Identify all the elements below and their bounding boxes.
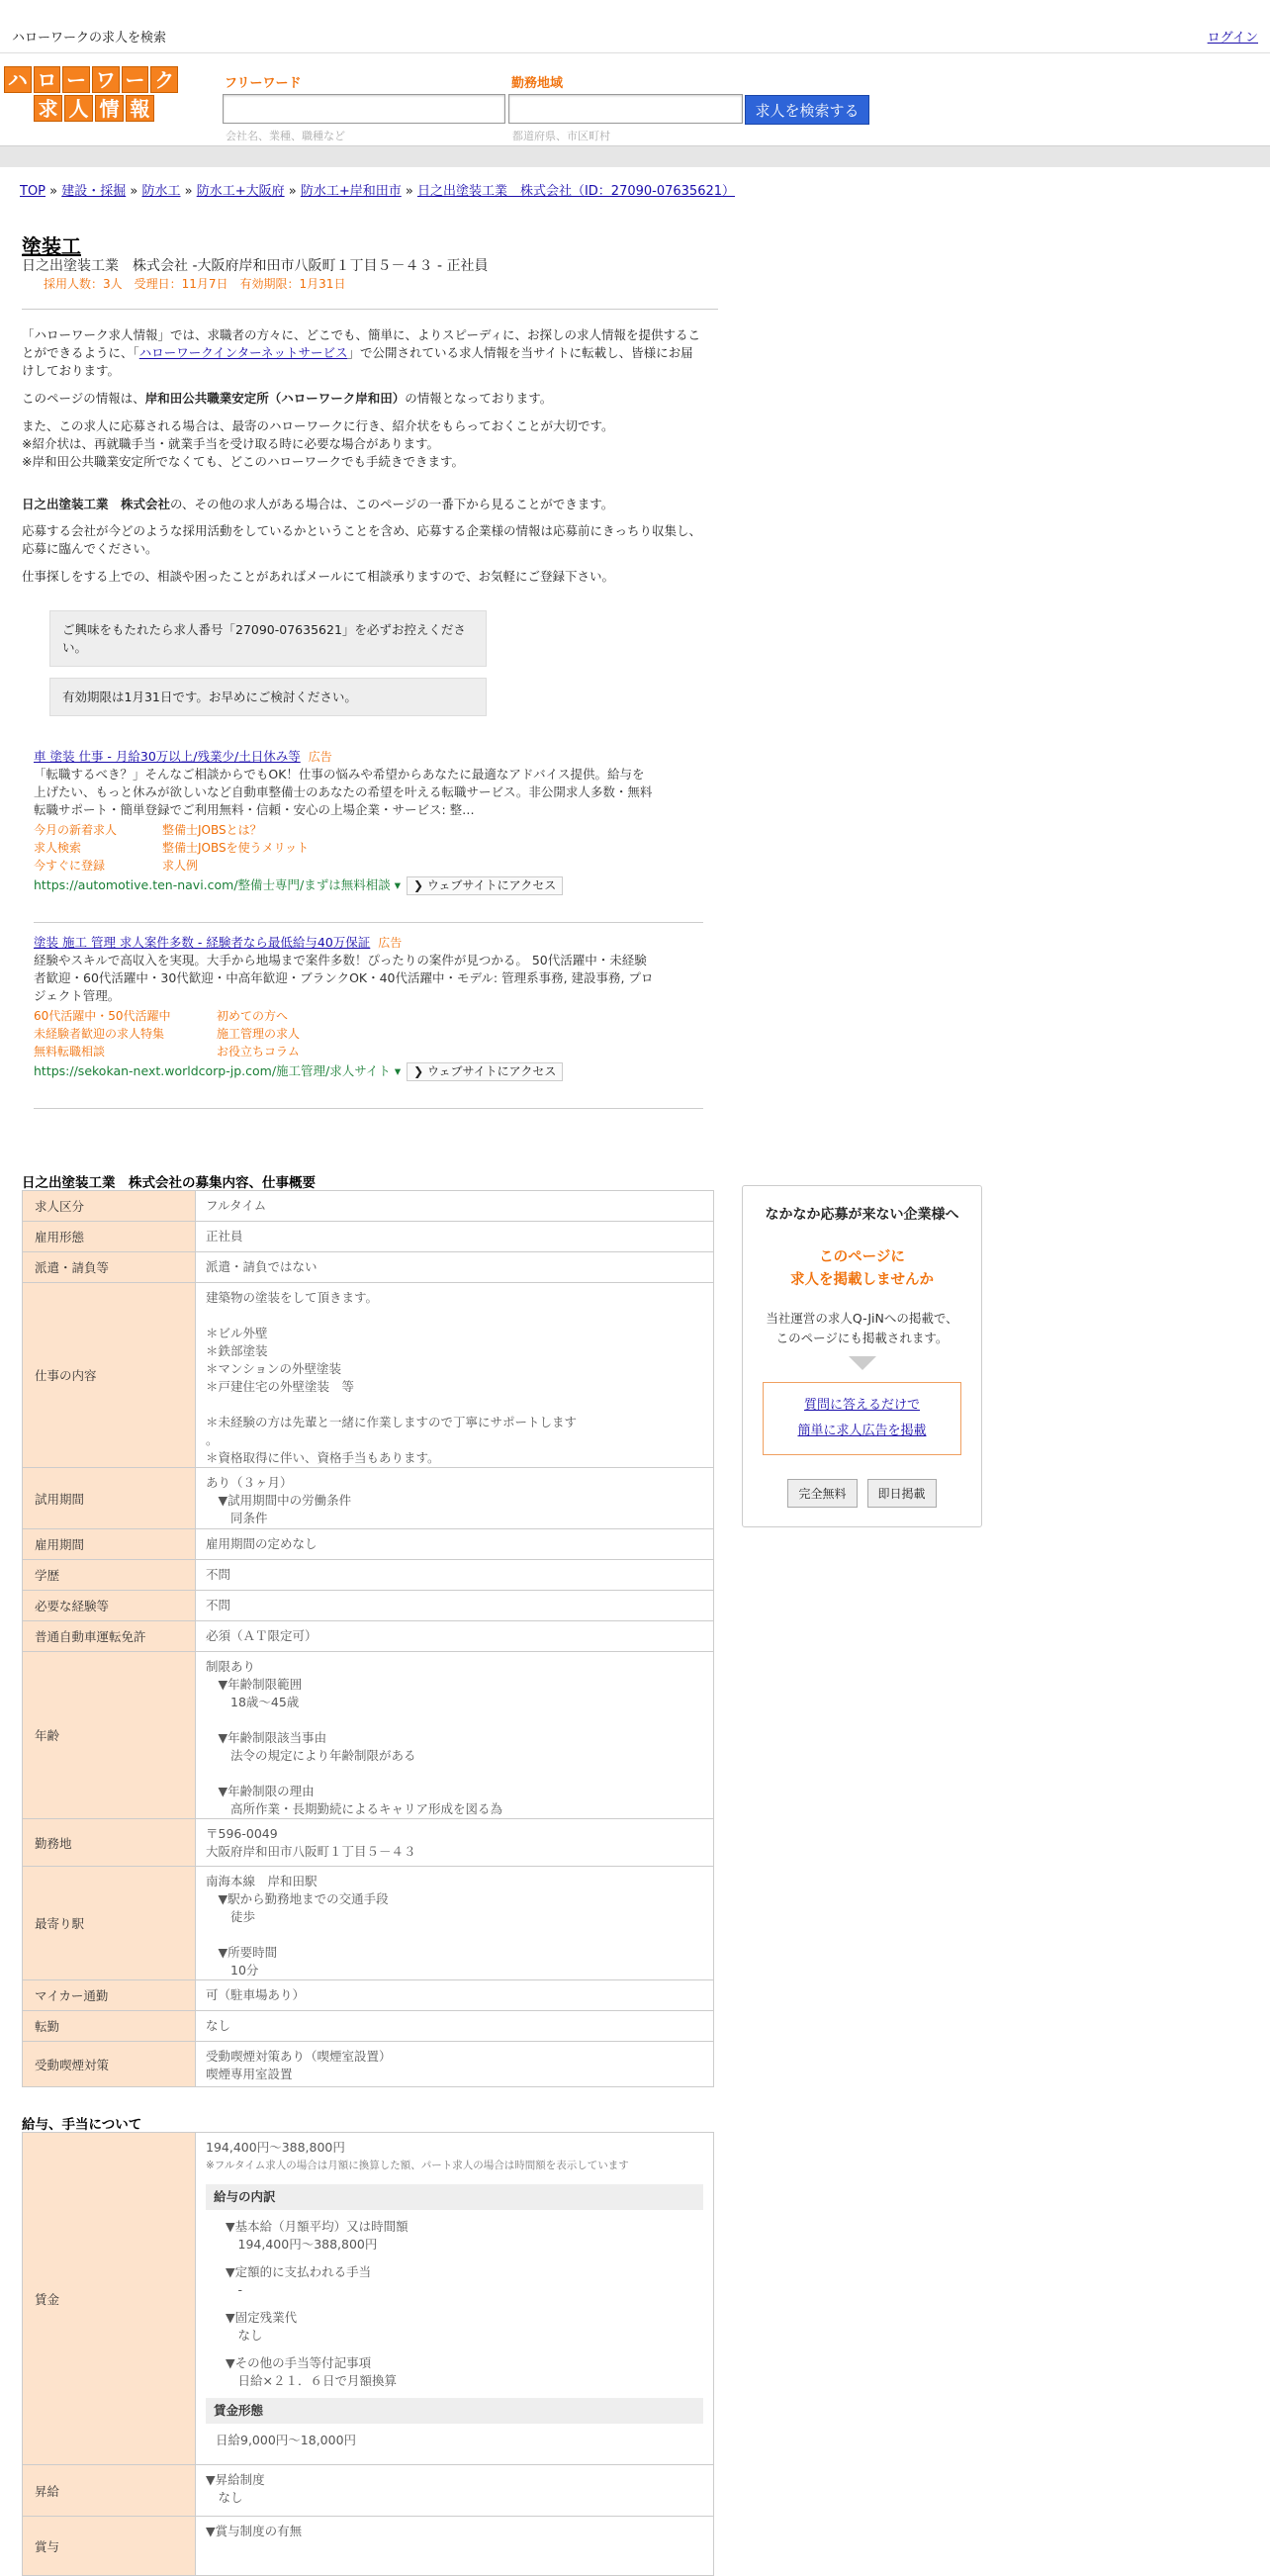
login-link[interactable]: ログイン xyxy=(1207,31,1258,46)
value-line: ▼昇給制度 xyxy=(206,2472,265,2487)
logo-char: 情 xyxy=(95,95,124,122)
same-day-button[interactable]: 即日掲載 xyxy=(867,1479,937,1508)
value-line: 雇用期間の定めなし xyxy=(206,1536,318,1551)
other-jobs-note: 日之出塗装工業 株式会社の、その他の求人がある場合は、このページの一番下から見ることができます。 xyxy=(22,497,614,511)
area-hint: 都道府県、市区町村 xyxy=(512,130,610,142)
row-value xyxy=(196,2042,714,2087)
value-line: ▼基本給（月額平均）又は時間額 xyxy=(226,2219,408,2234)
ad-sitelink[interactable]: 施工管理の求人 xyxy=(217,1027,301,1041)
value-line: 大阪府岸和田市八阪町１丁目５－４３ xyxy=(206,1844,416,1859)
value-line: なし xyxy=(206,2018,231,2033)
row-value xyxy=(196,1222,714,1252)
table-row xyxy=(23,1652,714,1819)
visit-site-button[interactable]: ❯ ウェブサイトにアクセス xyxy=(407,876,563,895)
table-row xyxy=(23,1283,714,1468)
row-value xyxy=(196,1867,714,1980)
logo-char: ワ xyxy=(92,66,120,93)
row-key: 転勤 xyxy=(23,2011,196,2042)
site-tagline: ハローワークの求人を検索 xyxy=(12,31,167,46)
row-key: 学歴 xyxy=(23,1560,196,1591)
row-value xyxy=(196,1468,714,1529)
ad-tag: 広告 xyxy=(308,750,332,764)
value-line: ▼所要時間 xyxy=(206,1945,278,1960)
table-row xyxy=(23,1980,714,2011)
value-line: 。 xyxy=(206,1432,219,1447)
advertise-text-2: このページにも掲載されます。 xyxy=(775,1331,949,1345)
table-row xyxy=(23,1222,714,1252)
logo-char: ロ xyxy=(34,66,61,93)
value-line: 18歳〜45歳 xyxy=(206,1695,300,1709)
breadcrumb: TOP » 建設・採掘 » 防水工 » 防水工+大阪府 » 防水工+岸和田市 » 日之出塗装工業 株式会社（ID：27090-07635621） xyxy=(20,184,736,199)
ad-tag: 広告 xyxy=(378,936,403,950)
value-line: ▼その他の手当等付記事項 xyxy=(226,2355,372,2370)
job-number-note: ご興味をもたれたら求人番号「27090-07635621」を必ずお控えください。 xyxy=(49,610,487,667)
value-line: 必須（ＡＴ限定可） xyxy=(206,1628,318,1643)
row-key: マイカー通勤 xyxy=(23,1980,196,2011)
row-key: 普通自動車運転免許 xyxy=(23,1621,196,1652)
advertise-link-box xyxy=(763,1382,961,1455)
table-row xyxy=(23,1591,714,1621)
job-subtitle: 日之出塗装工業 株式会社 -大阪府岸和田市八阪町１丁目５－４３ - 正社員 xyxy=(22,258,489,274)
value-line: 不問 xyxy=(206,1567,231,1582)
section-heading: 日之出塗装工業 株式会社の募集内容、仕事概要 xyxy=(22,1175,316,1191)
table-row xyxy=(23,1191,714,1222)
top-bar xyxy=(0,0,1270,53)
advertise-text: 当社運営の求人Q-JiNへの掲載で、 xyxy=(766,1311,958,1326)
value-line xyxy=(226,2299,703,2309)
value-line: 受動喫煙対策あり（喫煙室設置） xyxy=(206,2049,392,2064)
value-line: ▼年齢制限の理由 xyxy=(206,1784,315,1798)
row-value xyxy=(196,1283,714,1468)
advertise-link[interactable]: 質問に答えるだけで xyxy=(803,1398,920,1413)
page-title: 塗装工 xyxy=(22,234,81,258)
row-key: 求人区分 xyxy=(23,1191,196,1222)
ad-sitelink[interactable]: 整備士JOBSを使うメリット xyxy=(162,841,310,855)
free-button[interactable]: 完全無料 xyxy=(787,1479,857,1508)
table-row xyxy=(23,2465,714,2517)
table-row xyxy=(23,1621,714,1652)
wage-form: 日給9,000円〜18,000円 xyxy=(216,2433,357,2447)
table-row xyxy=(23,2042,714,2087)
wage-breakdown xyxy=(206,2218,703,2390)
divider xyxy=(22,309,718,310)
advertise-box xyxy=(742,1185,982,1527)
row-key: 昇給 xyxy=(23,2465,196,2517)
logo-char: ー xyxy=(122,66,149,93)
table-row xyxy=(23,2133,714,2465)
row-value xyxy=(196,1252,714,1283)
ad-sitelink[interactable]: 初めての方へ xyxy=(217,1009,289,1023)
row-key: 年齢 xyxy=(23,1652,196,1819)
ad-sitelink[interactable]: 今月の新着求人 xyxy=(34,823,118,837)
logo-char: ー xyxy=(62,66,90,93)
table-row xyxy=(23,1819,714,1867)
value-line: ＊戸建住宅の外壁塗装 等 xyxy=(206,1379,355,1394)
divider xyxy=(34,1108,703,1109)
ad-sitelink[interactable]: 整備士JOBSとは？ xyxy=(162,823,262,837)
value-line: 可（駐車場あり） xyxy=(206,1987,306,2002)
value-line: ▼試用期間中の労働条件 xyxy=(206,1493,352,1508)
ad-sitelink[interactable]: 求人例 xyxy=(162,859,199,873)
apply-note: また、この求人に応募される場合は、最寄のハローワークに行き、紹介状をもらっておくことが大切です。 xyxy=(22,418,614,433)
value-line: 徒歩 xyxy=(206,1909,256,1924)
keyword-input[interactable] xyxy=(223,94,505,124)
section-heading: 給与、手当について xyxy=(22,2117,142,2133)
apply-note-3: ※岸和田公共職業安定所でなくても、どこのハローワークでも手続きできます。 xyxy=(22,454,464,469)
row-key: 雇用形態 xyxy=(23,1222,196,1252)
breadcrumb-company[interactable]: 日之出塗装工業 株式会社（ID：27090-07635621） xyxy=(416,184,736,199)
ad-block: 塗装 施工 管理 求人案件多数 - 経験者なら最低給与40万保証 広告 経験やスキルで高収入を実現。大手から地場まで案件多数！ぴったりの案件が見つかる。 50代活躍中・未経験者歓迎・60代活躍中・30代歓迎・中高年歓迎・ブランクOK・40代活躍中・モデル: 管理系事務, 建設事務, プロジェクト管理。 60代活躍中・50代活躍中 初めての方へ 未経験者歓迎の求人特集 施工管理の求人 無料転職相談 お役立ちコラム https://sekokan-next.worldcorp-jp.com/施工管理/求人サイト ▾ ❯ ウェブサイトにアクセス xyxy=(34,934,657,1081)
table-row xyxy=(23,2517,714,2576)
keyword-hint: 会社名、業種、職種など xyxy=(226,130,345,142)
ad-url[interactable]: https://sekokan-next.worldcorp-jp.com/施工管理/求人サイト xyxy=(34,1063,391,1078)
hellowork-internet-link[interactable]: ハローワークインターネットサービス xyxy=(138,345,348,360)
ad-sitelink[interactable]: 未経験者歓迎の求人特集 xyxy=(34,1027,165,1041)
row-value xyxy=(196,2517,714,2576)
row-key: 受動喫煙対策 xyxy=(23,2042,196,2087)
value-line xyxy=(206,1926,703,1944)
wage-table xyxy=(22,2132,714,2576)
logo-char: 人 xyxy=(64,95,93,122)
logo-char: ハ xyxy=(4,66,32,93)
value-line xyxy=(226,2254,703,2263)
value-line: 〒596-0049 xyxy=(206,1826,278,1841)
value-line: ＊鉄部塗装 xyxy=(206,1343,268,1358)
breadcrumb-top[interactable]: TOP xyxy=(20,184,46,199)
ad-block: 車 塗装 仕事 - 月給30万以上/残業少/土日休み等 広告 「転職するべき？」そんなご相談からでもOK！仕事の悩みや希望からあなたに最適なアドバイス提供。給与を上げたい、もっと休みが欲しいなど自動車整備士のあなたの希望を叶える転職サービス。非公開求人多数・無料転職サポート・簡単登録でご利用無料・信頼・安心の上場企業・サービス: 整… 今月の新着求人 整備士JOBSとは？ 求人検索 整備士JOBSを使うメリット 今すぐに登録 求人例 https://automotive.ten-navi.com/整備士専門/まずは無料相談 ▾ ❯ ウェブサイトにアクセス xyxy=(34,748,657,895)
intro-paragraph: 「ハローワーク求人情報」では、求職者の方々に、どこでも、簡単に、よりスピーディに、お探しの求人情報を提供することができるように、「ハローワークインターネットサービス」で公開されている求人情報を当サイトに転載し、皆様にお届けしております。 xyxy=(22,327,701,378)
deadline-note: 有効期限は1月31日です。お早めにご検討ください。 xyxy=(49,678,487,716)
header xyxy=(0,54,1270,145)
wage-form-heading: 賃金形態 xyxy=(206,2398,703,2424)
job-meta: 採用人数：3人 受理日：11月7日 有効期限：1月31日 xyxy=(44,277,346,291)
area-label: 勤務地域 xyxy=(511,76,564,91)
ad-title[interactable]: 塗装 施工 管理 求人案件多数 - 経験者なら最低給与40万保証 xyxy=(34,935,371,950)
value-line: 不問 xyxy=(206,1598,231,1612)
info-source: このページの情報は、岸和田公共職業安定所（ハローワーク岸和田）の情報となっております。 xyxy=(22,391,553,406)
value-line xyxy=(206,1711,703,1729)
value-line: ▼固定残業代 xyxy=(226,2310,298,2325)
ad-title[interactable]: 車 塗装 仕事 - 月給30万以上/残業少/土日休み等 xyxy=(34,749,301,764)
row-key: 必要な経験等 xyxy=(23,1591,196,1621)
advertise-link-2[interactable]: 簡単に求人広告を掲載 xyxy=(797,1424,927,1438)
value-line: ▼賞与制度の有無 xyxy=(206,2524,303,2538)
advertise-offer-2: 求人を掲載しませんか xyxy=(790,1272,934,1288)
value-line: 10分 xyxy=(206,1963,259,1978)
search-button[interactable]: 求人を検索する xyxy=(745,95,869,125)
job-details-table xyxy=(22,1190,714,2087)
breadcrumb-city[interactable]: 防水工+岸和田市 xyxy=(300,184,402,199)
value-line: ▼駅から勤務地までの交通手段 xyxy=(206,1891,389,1906)
value-line: ▼年齢制限範囲 xyxy=(206,1677,303,1692)
row-value xyxy=(196,2011,714,2042)
value-line: ▼年齢制限該当事由 xyxy=(206,1730,327,1745)
collect-info-note: 応募する会社が今どのような採用活動をしているかということを含め、応募する企業様の情報は応募前にきっちり収集し、応募に臨んでください。 xyxy=(22,523,702,556)
table-row xyxy=(23,1867,714,1980)
ad-sitelink[interactable]: 今すぐに登録 xyxy=(34,859,106,873)
keyword-label: フリーワード xyxy=(225,76,302,91)
row-value xyxy=(196,1529,714,1560)
row-value xyxy=(196,1819,714,1867)
value-line: ▼定額的に支払われる手当 xyxy=(226,2264,372,2279)
value-line: 正社員 xyxy=(206,1229,243,1243)
ad-description: 「転職するべき？」そんなご相談からでもOK！仕事の悩みや希望からあなたに最適なアドバイス提供。給与を上げたい、もっと休みが欲しいなど自動車整備士のあなたの希望を叶える転職サービス。非公開求人多数・無料転職サポート・簡単登録でご利用無料・信頼・安心の上場企業・サービス: 整… xyxy=(34,767,653,817)
row-key: 勤務地 xyxy=(23,1819,196,1867)
wage-breakdown-heading: 給与の内訳 xyxy=(206,2184,703,2210)
ad-description: 経験やスキルで高収入を実現。大手から地場まで案件多数！ぴったりの案件が見つかる。 50代活躍中・未経験者歓迎・60代活躍中・30代歓迎・中高年歓迎・ブランクOK・40代活躍中・モデル: 管理系事務, 建設事務, プロジェクト管理。 xyxy=(34,953,654,1003)
value-line xyxy=(226,2345,703,2354)
value-line: あり（３ヶ月） xyxy=(206,1475,293,1490)
row-value xyxy=(196,1591,714,1621)
table-row xyxy=(23,1252,714,1283)
value-line: 同条件 xyxy=(206,1511,268,1525)
value-line: 法令の規定により年齢制限がある xyxy=(206,1748,416,1763)
apply-note-2: ※紹介状は、再就職手当・就業手当を受け取る時に必要な場合があります。 xyxy=(22,436,439,451)
value-line: 日給×２１．６日で月額換算 xyxy=(226,2373,397,2388)
logo-char: 報 xyxy=(126,95,154,122)
arrow-down-icon xyxy=(849,1356,876,1370)
wage-note: ※フルタイム求人の場合は月額に換算した額、パート求人の場合は時間額を表示しています xyxy=(206,2160,629,2171)
breadcrumb-category[interactable]: 建設・採掘 xyxy=(61,184,127,199)
value-line: ＊資格取得に伴い、資格手当もあります。 xyxy=(206,1450,440,1465)
site-logo[interactable] xyxy=(4,66,178,122)
table-row xyxy=(23,1468,714,1529)
value-line: 南海本線 岸和田駅 xyxy=(206,1874,318,1888)
area-input[interactable] xyxy=(508,94,743,124)
logo-char: ク xyxy=(150,66,178,93)
value-line: 制限あり xyxy=(206,1659,256,1674)
value-line: 建築物の塗装をして頂きます。 xyxy=(206,1290,379,1305)
row-key: 仕事の内容 xyxy=(23,1283,196,1468)
row-value xyxy=(196,1621,714,1652)
row-value xyxy=(196,1191,714,1222)
advertise-offer: このページに xyxy=(819,1249,905,1265)
row-key: 雇用期間 xyxy=(23,1529,196,1560)
ad-sitelink[interactable]: お役立ちコラム xyxy=(217,1045,300,1058)
consult-note: 仕事探しをする上での、相談や困ったことがあればメールにて相談承りますので、お気軽にご登録下さい。 xyxy=(22,569,615,584)
visit-site-button[interactable]: ❯ ウェブサイトにアクセス xyxy=(407,1062,563,1081)
value-line: 派遣・請負ではない xyxy=(206,1259,318,1274)
value-line: ＊マンションの外壁塗装 xyxy=(206,1361,341,1376)
value-line: なし xyxy=(226,2328,263,2343)
logo-char: 求 xyxy=(34,95,62,122)
value-line: 高所作業・長期勤続によるキャリア形成を図る為 xyxy=(206,1801,503,1816)
ad-sitelink[interactable]: 求人検索 xyxy=(34,841,82,855)
row-key: 最寄り駅 xyxy=(23,1867,196,1980)
value-line: ＊未経験の方は先輩と一緒に作業しますので丁寧にサポートします xyxy=(206,1415,578,1429)
value-line: - xyxy=(226,2282,243,2297)
table-row xyxy=(23,1560,714,1591)
table-row xyxy=(23,2011,714,2042)
row-key: 派遣・請負等 xyxy=(23,1252,196,1283)
value-line xyxy=(206,1396,703,1414)
ad-sitelink[interactable]: 60代活躍中・50代活躍中 xyxy=(34,1009,171,1023)
row-value xyxy=(196,1560,714,1591)
value-line: なし xyxy=(206,2490,243,2505)
value-line: フルタイム xyxy=(206,1198,267,1213)
wage-range: 194,400円〜388,800円 xyxy=(206,2140,345,2155)
value-line: ＊ビル外壁 xyxy=(206,1326,268,1340)
breadcrumb-occupation[interactable]: 防水工 xyxy=(141,184,181,199)
row-key: 試用期間 xyxy=(23,1468,196,1529)
ad-sitelink[interactable]: 無料転職相談 xyxy=(34,1045,106,1058)
divider xyxy=(34,922,703,923)
value-line: 喫煙専用室設置 xyxy=(206,2067,293,2081)
breadcrumb-prefecture[interactable]: 防水工+大阪府 xyxy=(196,184,285,199)
advertise-heading: なかなか応募が来ない企業様へ xyxy=(765,1207,959,1223)
value-line xyxy=(206,1765,703,1783)
ad-url[interactable]: https://automotive.ten-navi.com/整備士専門/まずは無料相談 xyxy=(34,877,391,892)
row-value xyxy=(196,1652,714,1819)
table-row xyxy=(23,1529,714,1560)
row-value xyxy=(196,2465,714,2517)
row-key: 賞与 xyxy=(23,2517,196,2576)
row-key: 賃金 xyxy=(23,2133,196,2465)
divider-bar xyxy=(0,145,1270,167)
value-line xyxy=(206,1307,703,1325)
value-line: 194,400円〜388,800円 xyxy=(226,2237,378,2252)
row-value xyxy=(196,1980,714,2011)
